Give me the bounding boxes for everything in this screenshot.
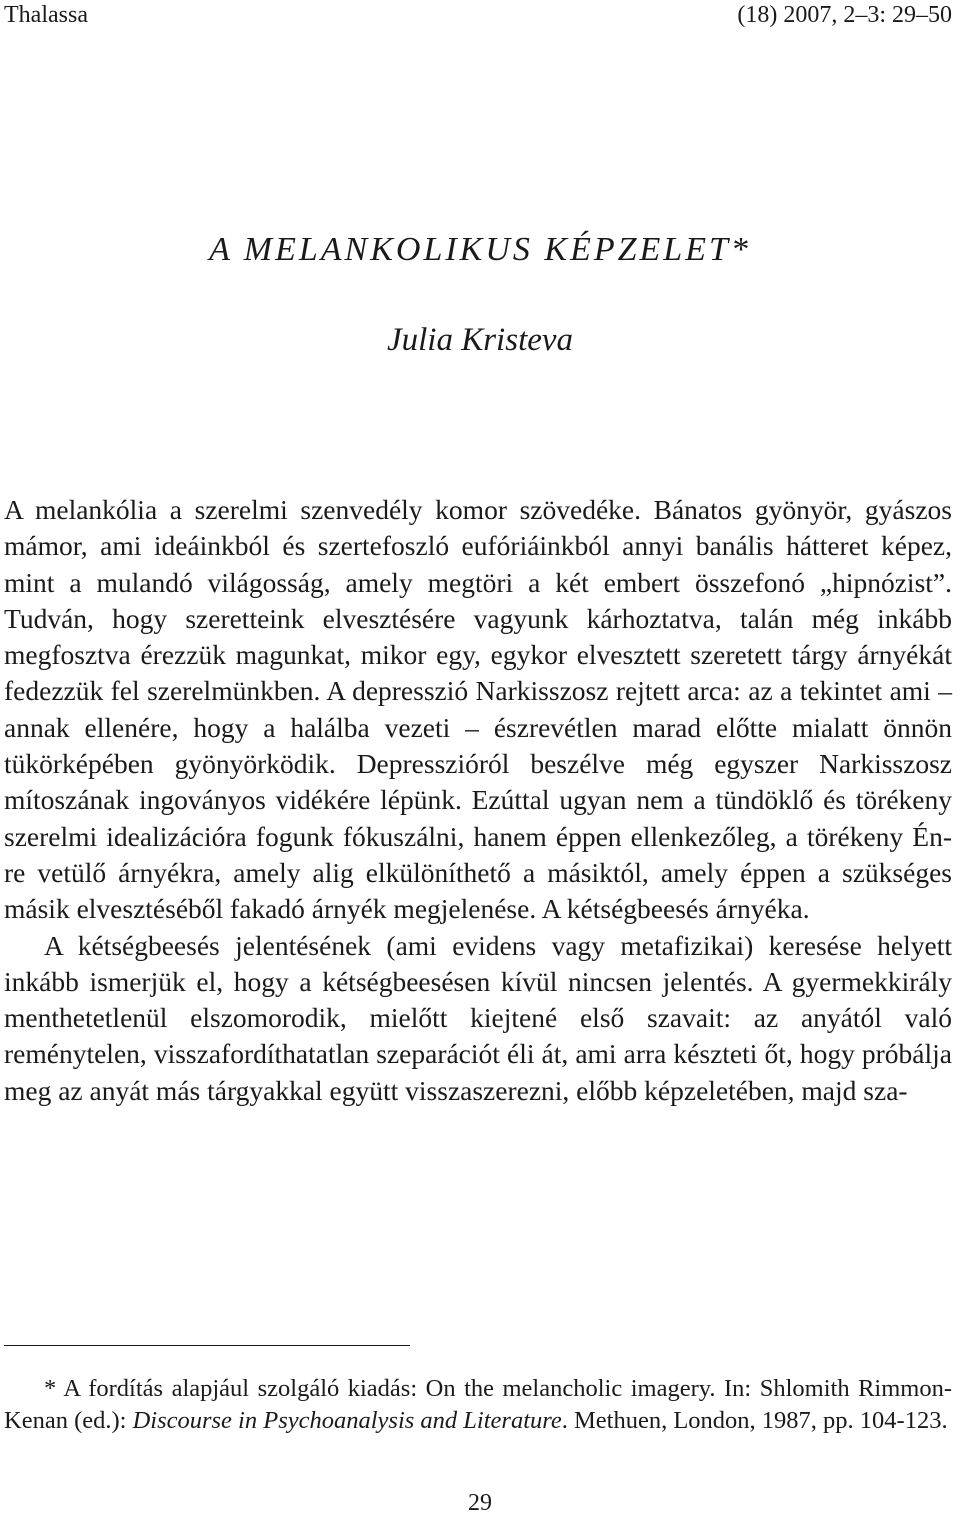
footnote bbox=[4, 1373, 952, 1437]
footnote-text-end: . Methuen, London, 1987, pp. 104-123. bbox=[561, 1407, 948, 1434]
running-head bbox=[0, 0, 952, 32]
footnote-book-title: Discourse in Psychoanalysis and Literature bbox=[132, 1407, 562, 1434]
journal-citation: (18) 2007, 2–3: 29–50 bbox=[737, 2, 952, 28]
body-paragraph-2: A kétségbeesés jelentésének (ami evidens vagy metafizikai) keresése helyett inkább ismerjük el, hogy a kétségbeesésen kívül nincsen jelentés. A gyermekkirály menthetetlenül elszomorodik, mielőtt kiejtené első szavait: az anyától való reménytelen, visszafordíthatatlan szeparációt éli át, ami arra készteti őt, hogy próbálja meg az anyát más tárgyakkal együtt visszaszerezni, előbb képzeletében, majd sza- bbox=[4, 929, 952, 1106]
article-title: A MELANKOLIKUS KÉPZELET* bbox=[209, 231, 751, 268]
body-paragraph-1: A melankólia a szerelmi szenvedély komor szövedéke. Bánatos gyönyör, gyászos mámor, ami ideáinkból és szertefoszló eufóriáinkból annyi banális hátteret képez, mint a mulandó világosság, amely megtöri a két embert összefonó „hipnózist”. Tudván, hogy szeretteink elvesztésére vagyunk kárhoztatva, talán még inkább megfosztva érezzük magunkat, mikor egy, egykor elvesztett szeretett tárgy árnyékát fedezzük fel szerelmünkben. A depresszió Narkisszosz rejtett arca: az a tekintet ami – annak ellenére, hogy a halálba vezeti – észrevétlen marad előtte mialatt önnön tükörképében gyönyörködik. Depresszióról beszélve még egyszer Narkisszosz mítoszának ingoványos vidékére lépünk. Ezúttal ugyan nem a tündöklő és törékeny szerelmi idealizációra fogunk fókuszálni, hanem éppen ellenkezőleg, a törékeny Én-re vetülő árnyékra, amely alig elkülöníthető a másiktól, amely éppen a szükséges másik elvesztéséből fakadó árnyék megjelenése. A kétségbeesés árnyéka. bbox=[4, 494, 952, 925]
page-number: 29 bbox=[468, 1490, 492, 1516]
article-author: Julia Kristeva bbox=[386, 322, 574, 358]
article-body bbox=[4, 492, 952, 1109]
footnote-text-start: * A fordítás alapjául szolgáló kiadás: On the melancholic imagery. In: Shlomith Rimmon-Kenan (ed.): bbox=[4, 1375, 952, 1434]
journal-name: Thalassa bbox=[4, 2, 88, 28]
footnote-divider bbox=[4, 1345, 410, 1346]
